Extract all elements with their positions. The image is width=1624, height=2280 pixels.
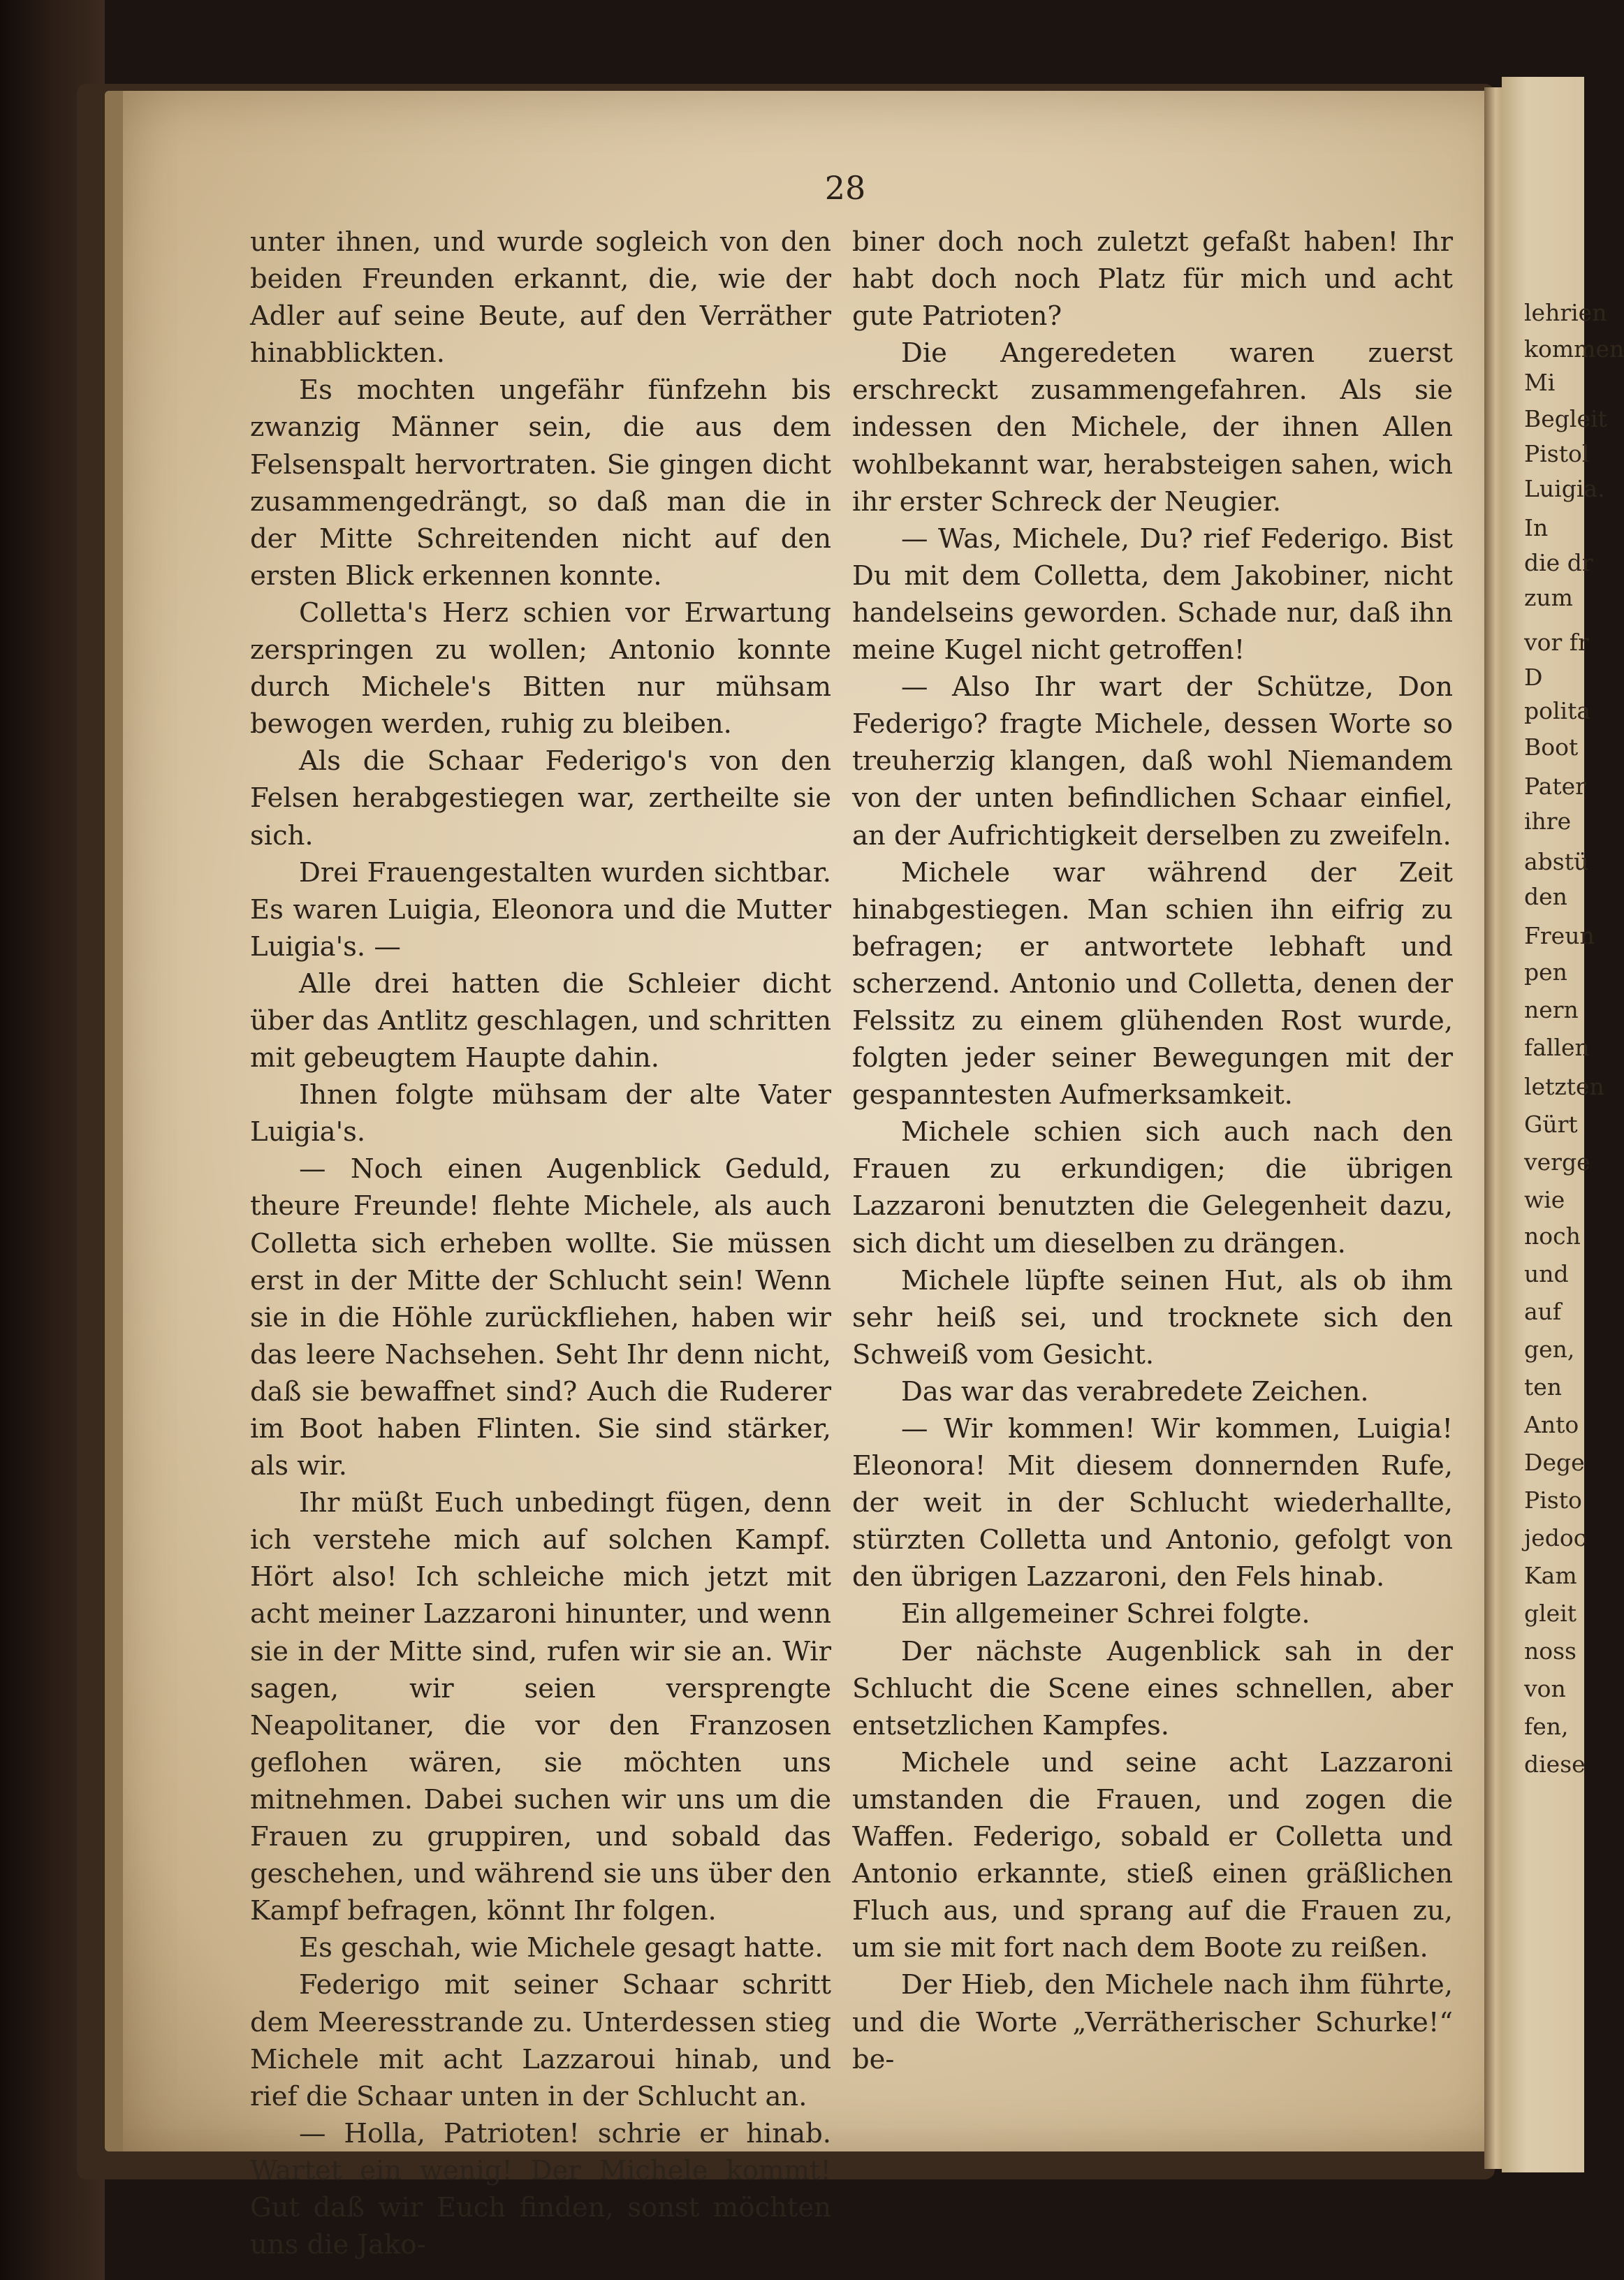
paragraph: — Wir kommen! Wir kommen, Luigia! Eleonora! Mit diesem donnernden Rufe, der weit in der Schlucht wiederhallte, stürzten Colletta und Antonio, gefolgt von den übrigen Lazzaroni, den Fels hinab. — [852, 1413, 1453, 1593]
adjacent-page-text-fragment: jedoc — [1524, 1524, 1587, 1551]
adjacent-page-text-fragment: ten — [1524, 1373, 1563, 1401]
paragraph: Alle drei hatten die Schleier dicht über das Antlitz geschlagen, und schritten mit gebeugtem Haupte dahin. — [250, 967, 831, 1074]
paragraph: Ein allgemeiner Schrei folgte. — [901, 1598, 1310, 1630]
paragraph: Ihr müßt Euch unbedingt fügen, denn ich verstehe mich auf solchen Kampf. Hört also! Ich schleiche mich jetzt mit acht meiner Lazzaroni hinunter, und wenn sie in der Mitte sind, rufen wir sie an. Wir sagen, wir seien versprengte Neapolitaner, die vor den Franzosen geflohen wären, sie möchten uns mitnehmen. Dabei suchen wir uns um die Frauen zu gruppiren, und sobald das geschehen, und während sie uns über den Kampf befragen, könnt Ihr folgen. — [250, 1487, 831, 1927]
adjacent-page-text-fragment: verge — [1524, 1148, 1590, 1176]
adjacent-page-text-fragment: Boot — [1524, 733, 1579, 761]
adjacent-page-text-fragment: D — [1524, 664, 1543, 691]
adjacent-page-text-fragment: wie — [1524, 1186, 1565, 1213]
adjacent-page-text-fragment: Mi — [1524, 369, 1556, 396]
adjacent-page-text-fragment: abstü — [1524, 848, 1589, 875]
paragraph: Michele lüpfte seinen Hut, als ob ihm sehr heiß sei, und trocknete sich den Schweiß vom Gesicht. — [852, 1264, 1453, 1371]
paragraph: Colletta's Herz schien vor Erwartung zerspringen zu wollen; Antonio konnte durch Michele's Bitten nur mühsam bewogen werden, ruhig zu bleiben. — [250, 597, 831, 740]
adjacent-page-text-fragment: den — [1524, 883, 1567, 910]
paragraph: Michele und seine acht Lazzaroni umstanden die Frauen, und zogen die Waffen. Federigo, sobald er Colletta und Antonio erkannte, stieß einen gräßlichen Fluch aus, und sprang auf die Frauen zu, um sie mit fort nach dem Boote zu reißen. — [852, 1746, 1453, 1964]
adjacent-page-text-fragment: fen, — [1524, 1713, 1569, 1740]
adjacent-page-text-fragment: zum — [1524, 584, 1573, 611]
paragraph: — Noch einen Augenblick Geduld, theure Freunde! flehte Michele, als auch Colletta sich erheben wollte. Sie müssen erst in der Mitte der Schlucht sein! Wenn sie in die Höhle zurückfliehen, haben wir das leere Nachsehen. Seht Ihr denn nicht, daß sie bewaffnet sind? Auch die Ruderer im Boot haben Flinten. Sie sind stärker, als wir. — [250, 1153, 831, 1482]
paragraph: Der nächste Augenblick sah in der Schlucht die Scene eines schnellen, aber entsetzlichen Kampfes. — [852, 1635, 1453, 1741]
paragraph: Ihnen folgte mühsam der alte Vater Luigia's. — [250, 1079, 831, 1148]
adjacent-page-text-fragment: noch — [1524, 1222, 1581, 1250]
adjacent-page-edge — [1502, 77, 1624, 2172]
adjacent-page-text-fragment: Freun — [1524, 922, 1595, 949]
paragraph: — Holla, Patrioten! schrie er hinab. Wartet ein wenig! Der Michele kommt! Gut daß wir Euch finden, sonst möchten uns die Jako- — [250, 2117, 831, 2261]
paragraph: Drei Frauengestalten wurden sichtbar. Es waren Luigia, Eleonora und die Mutter Luigia's. — — [250, 856, 831, 963]
page-number: 28 — [824, 169, 866, 207]
adjacent-page-text-fragment: Anto — [1524, 1411, 1579, 1438]
adjacent-page-text-fragment: Gürt — [1524, 1111, 1578, 1138]
paragraph: Als die Schaar Federigo's von den Felsen herabgestiegen war, zertheilte sie sich. — [250, 745, 831, 852]
adjacent-page-text-fragment: die dr — [1524, 549, 1593, 576]
paragraph: Der Hieb, den Michele nach ihm führte, und die Worte „Verrätherischer Schurke!“ be- — [852, 1969, 1453, 2075]
paragraph: unter ihnen, und wurde sogleich von den beiden Freunden erkannt, die, wie der Adler auf seine Beute, auf den Verräther hinabblickten. — [250, 226, 831, 370]
adjacent-page-text-fragment: und — [1524, 1260, 1569, 1287]
paragraph: — Was, Michele, Du? rief Federigo. Bist Du mit dem Colletta, dem Jakobiner, nicht handelseins geworden. Schade nur, daß ihn meine Kugel nicht getroffen! — [852, 522, 1453, 666]
paragraph: biner doch noch zuletzt gefaßt haben! Ihr habt doch noch Platz für mich und acht gute Patrioten? — [852, 226, 1453, 332]
adjacent-page-text-fragment: diese — [1524, 1751, 1586, 1778]
adjacent-page-text-fragment: Pater — [1524, 773, 1586, 800]
paragraph: Federigo mit seiner Schaar schritt dem Meeresstrande zu. Unterdessen stieg Michele mit acht Lazzaroui hinab, und rief die Schaar unten in der Schlucht an. — [250, 1969, 831, 2112]
paragraph: Michele schien sich auch nach den Frauen zu erkundigen; die übrigen Lazzaroni benutzten die Gelegenheit dazu, sich dicht um dieselben zu drängen. — [852, 1116, 1453, 1259]
adjacent-page-text-fragment: von — [1524, 1675, 1566, 1702]
adjacent-page-text-fragment: ihre — [1524, 808, 1572, 835]
adjacent-page-text-fragment: gleit — [1524, 1600, 1577, 1627]
paragraph: Es mochten ungefähr fünfzehn bis zwanzig Männer sein, die aus dem Felsenspalt hervortraten. Sie gingen dicht zusammengedrängt, so daß man die in der Mitte Schreitenden nicht auf den ersten Blick erkennen konnte. — [250, 374, 831, 592]
paragraph: Das war das verabredete Zeichen. — [901, 1375, 1369, 1408]
adjacent-page-text-fragment: Kam — [1524, 1562, 1577, 1589]
paragraph: Michele war während der Zeit hinabgestiegen. Man schien ihn eifrig zu befragen; er antwortete lebhaft und scherzend. Antonio und Colletta, denen der Felssitz zu einem glühenden Rost wurde, folgten jeder seiner Bewegungen mit der gespanntesten Aufmerksamkeit. — [852, 856, 1453, 1111]
adjacent-page-text-fragment: pen — [1524, 958, 1567, 986]
text-column-left — [250, 224, 831, 2261]
adjacent-page-text-fragment: Pistol — [1524, 440, 1590, 467]
text-column-right — [852, 224, 1453, 2075]
adjacent-page-text-fragment: fallen — [1524, 1034, 1590, 1061]
adjacent-page-text-fragment: polita — [1524, 697, 1591, 724]
adjacent-page-text-fragment: Luigia. — [1524, 475, 1605, 502]
adjacent-page-text-fragment: letzten — [1524, 1073, 1604, 1100]
paragraph: Die Angeredeten waren zuerst erschreckt zusammengefahren. Als sie indessen den Michele, der ihnen Allen wohlbekannt war, herabsteigen sahen, wich ihr erster Schreck der Neugier. — [852, 337, 1453, 518]
adjacent-page-text-fragment: noss — [1524, 1637, 1577, 1665]
paragraph: — Also Ihr wart der Schütze, Don Federigo? fragte Michele, dessen Worte so treuherzig klangen, daß wohl Niemandem von der unten befindlichen Schaar einfiel, an der Aufrichtigkeit derselben zu zweifeln. — [852, 671, 1453, 852]
adjacent-page-text-fragment: Begleit — [1524, 405, 1607, 432]
adjacent-page-text-fragment: vor fr — [1524, 629, 1589, 656]
adjacent-page-text-fragment: Pisto — [1524, 1486, 1582, 1514]
adjacent-page-text-fragment: lehrien — [1524, 299, 1607, 326]
paragraph: Es geschah, wie Michele gesagt hatte. — [299, 1932, 824, 1964]
adjacent-page-text-fragment: auf — [1524, 1298, 1562, 1325]
adjacent-page-text-fragment: gen, — [1524, 1336, 1575, 1363]
adjacent-page-text-fragment: nern — [1524, 996, 1579, 1023]
adjacent-page-text-fragment: Dege — [1524, 1449, 1585, 1476]
adjacent-page-text-fragment: kommen — [1524, 335, 1624, 363]
adjacent-page-text-fragment: In — [1524, 514, 1549, 541]
